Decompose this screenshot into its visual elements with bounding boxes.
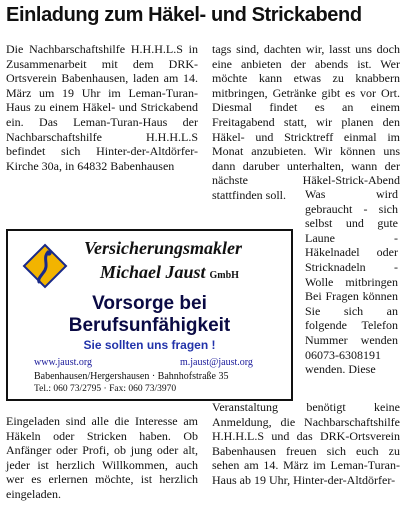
article-text-left-column: [6, 42, 198, 173]
insurance-advertisement: [6, 229, 293, 401]
ad-slogan-line2: Berufsunfähigkeit: [68, 315, 231, 336]
ad-owner-name: Michael Jaust: [100, 262, 206, 282]
paragraph-requirements: Was wird gebraucht - sich selbst und gute Laune - Häkelnadel oder Stricknadeln - Wolle mitbringen Bei Fragen können Sie sich an folgende Telefon Nummer wenden 06073-6308191 wenden. Diese: [305, 187, 398, 377]
article-text-requirements: [305, 187, 398, 377]
paragraph-intro: Die Nachbarschaftshilfe H.H.H.L.S in Zusammenarbeit mit dem DRK-Ortsverein Babenhausen, laden am 14. März um 19 Uhr im Leman-Turan-Haus zu einem Häkel- und Strickabend ein. Das Leman-Turan-Haus der Nachbarschaftshilfe H.H.H.L.S befindet sich Hinter-der-Altdörfer-Kirche 30a, in 64832 Babenhausen: [6, 42, 198, 173]
ad-website-link[interactable]: www.jaust.org: [34, 357, 93, 368]
paragraph-invitation: Eingeladen sind alle die Interesse am Häkeln oder Stricken haben. Ob Anfänger oder Profi, ob jung oder alt, jeder ist herzlich Willkommen, auch wer es erlernen möchte, ist herzlich eingeladen.: [6, 414, 198, 501]
ad-company-suffix: GmbH: [209, 270, 239, 281]
article-text-right-bottom: [212, 400, 400, 488]
article-text-right-column: [212, 42, 400, 203]
article-text-left-bottom: [6, 414, 198, 502]
ad-slogan-sub: Sie sollten uns fragen !: [83, 338, 216, 352]
article-headline: Einladung zum Häkel- und Strickabend: [6, 4, 362, 26]
ad-company-name-line1: Versicherungsmakler: [84, 238, 243, 258]
diamond-logo-icon: [22, 243, 68, 289]
ad-email-link[interactable]: m.jaust@jaust.org: [180, 357, 253, 368]
ad-company-name-line2: [100, 261, 239, 287]
ad-address: Babenhausen/Hergershausen · Bahnhofstraße 35: [34, 371, 229, 382]
paragraph-registration: Veranstaltung benötigt keine Anmeldung, die Nachbarschaftshilfe H.H.H.L.S und das DRK-Ortsverein Babenhausen freuen sich euch zu sehen am 14. März im Leman-Turan-Haus ab 19 Uhr, Hinter-der-Altdörfer-: [212, 400, 400, 487]
paragraph-snacks: tags sind, dachten wir, lasst uns doch eine anbieten der abends ist. Wer möchte kann etwas zu knabbern mitbringen, Getränke gibt es vor Ort. Diesmal findet es an einem Freitagabend statt, wir planen den Häkel- und Stricktreff einmal im Monat anzubieten. Wir können uns dann daruber unterhalten, wann der nächste Häkel-Strick-Abend stattfinden soll.: [212, 42, 400, 202]
ad-phone-fax: Tel.: 060 73/2795 · Fax: 060 73/3970: [34, 384, 177, 394]
ad-slogan-line1: Vorsorge bei: [92, 293, 207, 314]
